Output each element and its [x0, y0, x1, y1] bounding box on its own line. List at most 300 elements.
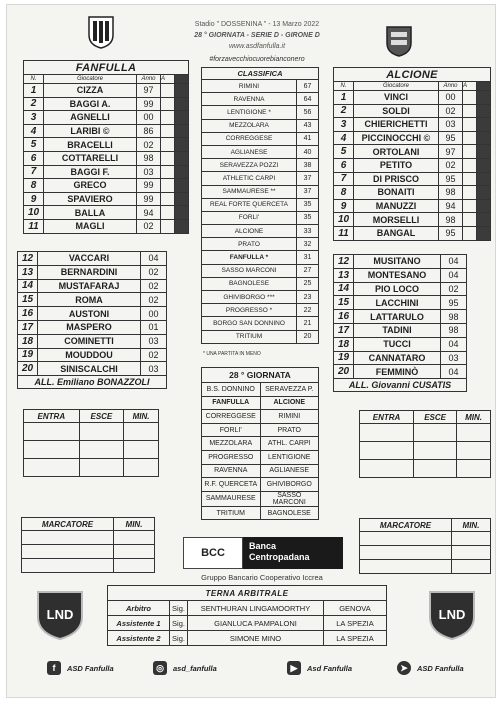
standings-team: FANFULLA *: [202, 251, 297, 264]
standings-points: 20: [297, 330, 319, 343]
player-dark: [175, 206, 189, 220]
player-number: 18: [18, 334, 38, 348]
referee-city: LA SPEZIA: [324, 631, 387, 646]
standings-team: GHIVIBORGO ***: [202, 291, 297, 304]
player-number: 6: [24, 151, 44, 165]
lnd-shield-icon: [427, 589, 477, 641]
player-row: [24, 84, 189, 98]
player-number: 7: [334, 172, 354, 186]
player-dark: [175, 84, 189, 98]
player-year: 02: [141, 279, 167, 293]
bench-row: [18, 307, 167, 321]
player-number: 2: [334, 104, 354, 118]
standings-team: SAMMAURESE **: [202, 185, 297, 198]
player-a: [161, 124, 175, 138]
website: www.asdfanfulla.it: [228, 43, 286, 50]
referee-city: LA SPEZIA: [324, 616, 387, 631]
bench-row: [18, 293, 167, 307]
player-year: 03: [137, 165, 161, 179]
player-row: [24, 97, 189, 111]
match-row: [202, 506, 319, 520]
coach-name: ALL. Emiliano BONAZZOLI: [18, 376, 167, 389]
player-name: MORSELLI: [354, 213, 439, 227]
bench-row: [18, 265, 167, 279]
standings-points: 67: [297, 80, 319, 93]
match-row: [202, 478, 319, 492]
player-name: ROMA: [38, 293, 141, 307]
player-name: GRECO: [44, 179, 137, 193]
player-name: MAGLI: [44, 219, 137, 233]
player-a: [463, 104, 477, 118]
svg-text:LND: LND: [46, 607, 74, 622]
player-name: CHIERICHETTI: [354, 118, 439, 132]
player-year: 03: [141, 362, 167, 376]
player-year: 94: [137, 206, 161, 220]
subs-cell: [24, 423, 80, 441]
player-name: MUSITANO: [354, 255, 441, 269]
match-sheet: [6, 4, 496, 698]
standings-team: BAGNOLESE: [202, 277, 297, 290]
player-year: 97: [439, 145, 463, 159]
player-number: 10: [24, 206, 44, 220]
player-row: [334, 226, 491, 240]
player-name: BANGAL: [354, 226, 439, 240]
social-instagram: [153, 661, 217, 675]
match-row: [202, 396, 319, 410]
standings-team: PRATO: [202, 238, 297, 251]
subs-cell: [457, 424, 491, 442]
player-number: 12: [18, 252, 38, 266]
subs-cell: [360, 442, 414, 460]
subs-header: [24, 410, 159, 423]
scorers-row: [360, 532, 491, 546]
standings-row: [202, 172, 319, 185]
telegram-handle: ASD Fanfulla: [417, 663, 464, 673]
col-esce: ESCE: [79, 410, 123, 423]
subs-cell: [457, 442, 491, 460]
standings-points: 37: [297, 185, 319, 198]
col-min: MIN.: [457, 411, 491, 424]
standings-team: RAVENNA: [202, 93, 297, 106]
player-year: 97: [137, 84, 161, 98]
telegram-icon: ➤: [397, 661, 411, 675]
bench-row: [334, 268, 467, 282]
match-away: ALCIONE: [260, 396, 319, 410]
match-row: [202, 450, 319, 464]
player-name: LATTARULO: [354, 310, 441, 324]
svg-text:LND: LND: [438, 607, 466, 622]
match-away: AGLIANESE: [260, 464, 319, 478]
player-a: [161, 219, 175, 233]
home-starters-table: [23, 60, 189, 234]
standings-team: ALCIONE: [202, 225, 297, 238]
scorers-cell: [22, 531, 114, 545]
player-year: 99: [137, 179, 161, 193]
player-year: 98: [441, 310, 467, 324]
player-number: 12: [334, 255, 354, 269]
player-row: [334, 213, 491, 227]
col-a: A: [161, 75, 175, 84]
player-number: 17: [334, 323, 354, 337]
subs-cell: [79, 423, 123, 441]
standings-row: [202, 211, 319, 224]
player-a: [161, 179, 175, 193]
col-dark: [175, 75, 189, 84]
player-number: 9: [334, 199, 354, 213]
player-name: LARIBI ©: [44, 124, 137, 138]
subs-cell: [414, 424, 457, 442]
standings-row: [202, 251, 319, 264]
player-number: 5: [24, 138, 44, 152]
player-number: 11: [24, 219, 44, 233]
col-min: MIN.: [452, 519, 491, 532]
standings-row: [202, 119, 319, 132]
player-number: 17: [18, 320, 38, 334]
standings-points: 31: [297, 251, 319, 264]
scorers-cell: [114, 531, 155, 545]
referee-sig: Sig.: [170, 616, 188, 631]
stadium-date: Stadio " DOSSENINA " - 13 Marzo 2022: [194, 21, 320, 28]
player-dark: [477, 131, 491, 145]
player-a: [161, 84, 175, 98]
player-name: AGNELLI: [44, 111, 137, 125]
player-year: 04: [441, 337, 467, 351]
match-home: B.S. DONNINO: [202, 383, 261, 397]
scorers-cell: [114, 559, 155, 573]
player-name: SOLDI: [354, 104, 439, 118]
sponsor-name: [243, 537, 343, 569]
coach-row: [18, 376, 167, 389]
player-number: 7: [24, 165, 44, 179]
player-a: [161, 192, 175, 206]
referee-city: GENOVA: [324, 601, 387, 616]
player-dark: [175, 124, 189, 138]
match-away: SASSO MARCONI: [260, 491, 319, 506]
player-number: 4: [24, 124, 44, 138]
referee-row: [108, 616, 387, 631]
player-row: [334, 91, 491, 105]
bench-row: [334, 310, 467, 324]
standings-row: [202, 238, 319, 251]
player-row: [334, 186, 491, 200]
player-number: 20: [334, 365, 354, 379]
scorers-cell: [452, 546, 491, 560]
standings-row: [202, 185, 319, 198]
col-min: MIN.: [124, 410, 159, 423]
player-name: MUSTAFARAJ: [38, 279, 141, 293]
bench-row: [18, 279, 167, 293]
scorers-header: [22, 518, 155, 531]
standings-row: [202, 80, 319, 93]
player-year: 86: [137, 124, 161, 138]
subs-header: [360, 411, 491, 424]
youtube-handle: Asd Fanfulla: [307, 663, 353, 673]
home-bench-table: [17, 251, 167, 389]
instagram-handle: asd_fanfulla: [173, 663, 217, 673]
player-year: 98: [439, 186, 463, 200]
player-year: 02: [441, 282, 467, 296]
player-row: [24, 111, 189, 125]
standings-points: 38: [297, 159, 319, 172]
standings-points: 32: [297, 238, 319, 251]
home-scorers-table: [21, 517, 155, 573]
away-substitutions-table: [359, 410, 491, 478]
player-number: 2: [24, 97, 44, 111]
player-number: 14: [334, 282, 354, 296]
standings-team: REAL FORTE QUERCETA: [202, 198, 297, 211]
player-number: 18: [334, 337, 354, 351]
player-number: 14: [18, 279, 38, 293]
standings-row: [202, 132, 319, 145]
player-year: 98: [441, 323, 467, 337]
standings-points: 23: [297, 291, 319, 304]
referees-title: TERNA ARBITRALE: [108, 586, 387, 601]
player-row: [24, 219, 189, 233]
player-row: [334, 118, 491, 132]
scorers-cell: [360, 560, 452, 574]
player-name: CANNATARO: [354, 351, 441, 365]
subs-cell: [24, 441, 80, 459]
player-dark: [175, 219, 189, 233]
match-away: ATHL. CARPI: [260, 437, 319, 451]
player-name: BAGGI A.: [44, 97, 137, 111]
player-row: [24, 206, 189, 220]
player-row: [334, 104, 491, 118]
standings-points: 35: [297, 198, 319, 211]
col-marcatore: MARCATORE: [360, 519, 452, 532]
alcione-crest-icon: [385, 23, 413, 57]
subs-row: [24, 459, 159, 477]
player-number: 15: [18, 293, 38, 307]
player-dark: [477, 172, 491, 186]
player-row: [334, 131, 491, 145]
standings-team: FORLI': [202, 211, 297, 224]
player-row: [24, 165, 189, 179]
standings-points: 27: [297, 264, 319, 277]
player-name: PICCINOCCHI ©: [354, 131, 439, 145]
bench-row: [334, 323, 467, 337]
player-dark: [175, 138, 189, 152]
player-a: [161, 151, 175, 165]
player-row: [24, 138, 189, 152]
standings-row: [202, 106, 319, 119]
player-name: PETITO: [354, 158, 439, 172]
player-name: BAGGI F.: [44, 165, 137, 179]
player-a: [161, 97, 175, 111]
player-name: COTTARELLI: [44, 151, 137, 165]
player-name: FEMMINÒ: [354, 365, 441, 379]
referee-row: [108, 631, 387, 646]
facebook-icon: f: [47, 661, 61, 675]
player-year: 98: [439, 213, 463, 227]
facebook-handle: ASD Fanfulla: [67, 663, 114, 673]
standings-points: 22: [297, 304, 319, 317]
match-home: SAMMAURESE: [202, 491, 261, 506]
match-away: PRATO: [260, 423, 319, 437]
referee-name: SENTHURAN LINGAMOORTHY: [188, 601, 324, 616]
player-year: 03: [439, 118, 463, 132]
player-name: VINCI: [354, 91, 439, 105]
player-year: 95: [441, 296, 467, 310]
col-esce: ESCE: [414, 411, 457, 424]
standings-row: [202, 291, 319, 304]
match-home: TRITIUM: [202, 506, 261, 520]
subs-cell: [79, 441, 123, 459]
player-row: [334, 158, 491, 172]
standings-note: * UNA PARTITA IN MENO: [203, 351, 261, 357]
player-name: BERNARDINI: [38, 265, 141, 279]
scorers-cell: [22, 545, 114, 559]
player-year: 02: [439, 158, 463, 172]
player-year: 02: [439, 104, 463, 118]
bench-row: [334, 282, 467, 296]
bench-row: [334, 296, 467, 310]
player-name: SPAVIERO: [44, 192, 137, 206]
referee-role: Assistente 2: [108, 631, 170, 646]
player-a: [463, 131, 477, 145]
player-dark: [175, 179, 189, 193]
subs-row: [360, 424, 491, 442]
instagram-icon: ◎: [153, 661, 167, 675]
standings-row: [202, 159, 319, 172]
player-a: [161, 165, 175, 179]
player-dark: [477, 186, 491, 200]
player-row: [24, 192, 189, 206]
away-team-name: ALCIONE: [334, 68, 491, 82]
player-year: 03: [141, 334, 167, 348]
player-a: [463, 145, 477, 159]
standings-team: RIMINI: [202, 80, 297, 93]
col-a: A: [463, 82, 477, 91]
match-away: RIMINI: [260, 410, 319, 424]
standings-team: PROGRESSO *: [202, 304, 297, 317]
subs-cell: [124, 441, 159, 459]
player-name: PIO LOCO: [354, 282, 441, 296]
player-name: MANUZZI: [354, 199, 439, 213]
col-num: N.: [24, 75, 44, 84]
col-player: Giocatore: [354, 82, 439, 91]
player-name: MASPERO: [38, 320, 141, 334]
match-row: [202, 464, 319, 478]
social-facebook: [47, 661, 114, 675]
referees-table: [107, 585, 387, 646]
scorers-cell: [360, 532, 452, 546]
player-number: 5: [334, 145, 354, 159]
player-number: 6: [334, 158, 354, 172]
scorers-cell: [114, 545, 155, 559]
standings-points: 41: [297, 132, 319, 145]
scorers-row: [22, 531, 155, 545]
bench-row: [334, 255, 467, 269]
player-number: 19: [334, 351, 354, 365]
player-dark: [477, 118, 491, 132]
player-a: [463, 186, 477, 200]
standings-team: BORGO SAN DONNINO: [202, 317, 297, 330]
player-name: CIZZA: [44, 84, 137, 98]
player-dark: [477, 213, 491, 227]
home-team-name: FANFULLA: [24, 61, 189, 75]
player-year: 99: [137, 97, 161, 111]
youtube-icon: ▶: [287, 661, 301, 675]
player-row: [334, 145, 491, 159]
player-number: 13: [18, 265, 38, 279]
scorers-cell: [452, 560, 491, 574]
away-scorers-table: [359, 518, 491, 574]
standings-team: SERAVEZZA POZZI: [202, 159, 297, 172]
referee-sig: Sig.: [170, 631, 188, 646]
sponsor-line1: Banca: [249, 541, 277, 551]
player-number: 8: [334, 186, 354, 200]
standings-points: 43: [297, 119, 319, 132]
player-name: LACCHINI: [354, 296, 441, 310]
player-number: 1: [24, 84, 44, 98]
sponsor-group: Gruppo Bancario Cooperativo Iccrea: [201, 573, 323, 582]
standings-points: 25: [297, 277, 319, 290]
subs-cell: [124, 459, 159, 477]
bench-row: [18, 334, 167, 348]
player-number: 10: [334, 213, 354, 227]
match-home: CORREGGESE: [202, 410, 261, 424]
subs-cell: [79, 459, 123, 477]
matchday-table: [201, 367, 319, 520]
bench-row: [18, 348, 167, 362]
social-telegram: [397, 661, 464, 675]
standings-row: [202, 225, 319, 238]
player-number: 16: [18, 307, 38, 321]
player-dark: [175, 165, 189, 179]
player-name: BONAITI: [354, 186, 439, 200]
col-entra: ENTRA: [360, 411, 414, 424]
col-entra: ENTRA: [24, 410, 80, 423]
player-name: COMINETTI: [38, 334, 141, 348]
player-year: 98: [137, 151, 161, 165]
col-num: N.: [334, 82, 354, 91]
player-dark: [477, 91, 491, 105]
player-year: 04: [141, 252, 167, 266]
match-row: [202, 383, 319, 397]
standings-title: CLASSIFICA: [202, 68, 319, 80]
player-number: 11: [334, 226, 354, 240]
standings-team: TRITIUM: [202, 330, 297, 343]
referee-row: [108, 601, 387, 616]
bench-row: [18, 252, 167, 266]
standings-points: 37: [297, 172, 319, 185]
standings-row: [202, 317, 319, 330]
player-year: 02: [137, 138, 161, 152]
standings-points: 64: [297, 93, 319, 106]
player-number: 15: [334, 296, 354, 310]
player-a: [161, 111, 175, 125]
player-number: 8: [24, 179, 44, 193]
player-dark: [477, 226, 491, 240]
referee-name: GIANLUCA PAMPALONI: [188, 616, 324, 631]
player-dark: [477, 145, 491, 159]
player-year: 95: [439, 226, 463, 240]
scorers-cell: [452, 532, 491, 546]
standings-points: 40: [297, 145, 319, 158]
player-dark: [477, 158, 491, 172]
standings-team: ATHLETIC CARPI: [202, 172, 297, 185]
match-away: SERAVEZZA P.: [260, 383, 319, 397]
social-youtube: [287, 661, 352, 675]
player-dark: [477, 199, 491, 213]
hashtag: #forzavecchiocuorebianconero: [209, 56, 305, 63]
player-year: 02: [141, 293, 167, 307]
player-name: BALLA: [44, 206, 137, 220]
subs-cell: [414, 442, 457, 460]
match-row: [202, 423, 319, 437]
subs-cell: [457, 460, 491, 478]
